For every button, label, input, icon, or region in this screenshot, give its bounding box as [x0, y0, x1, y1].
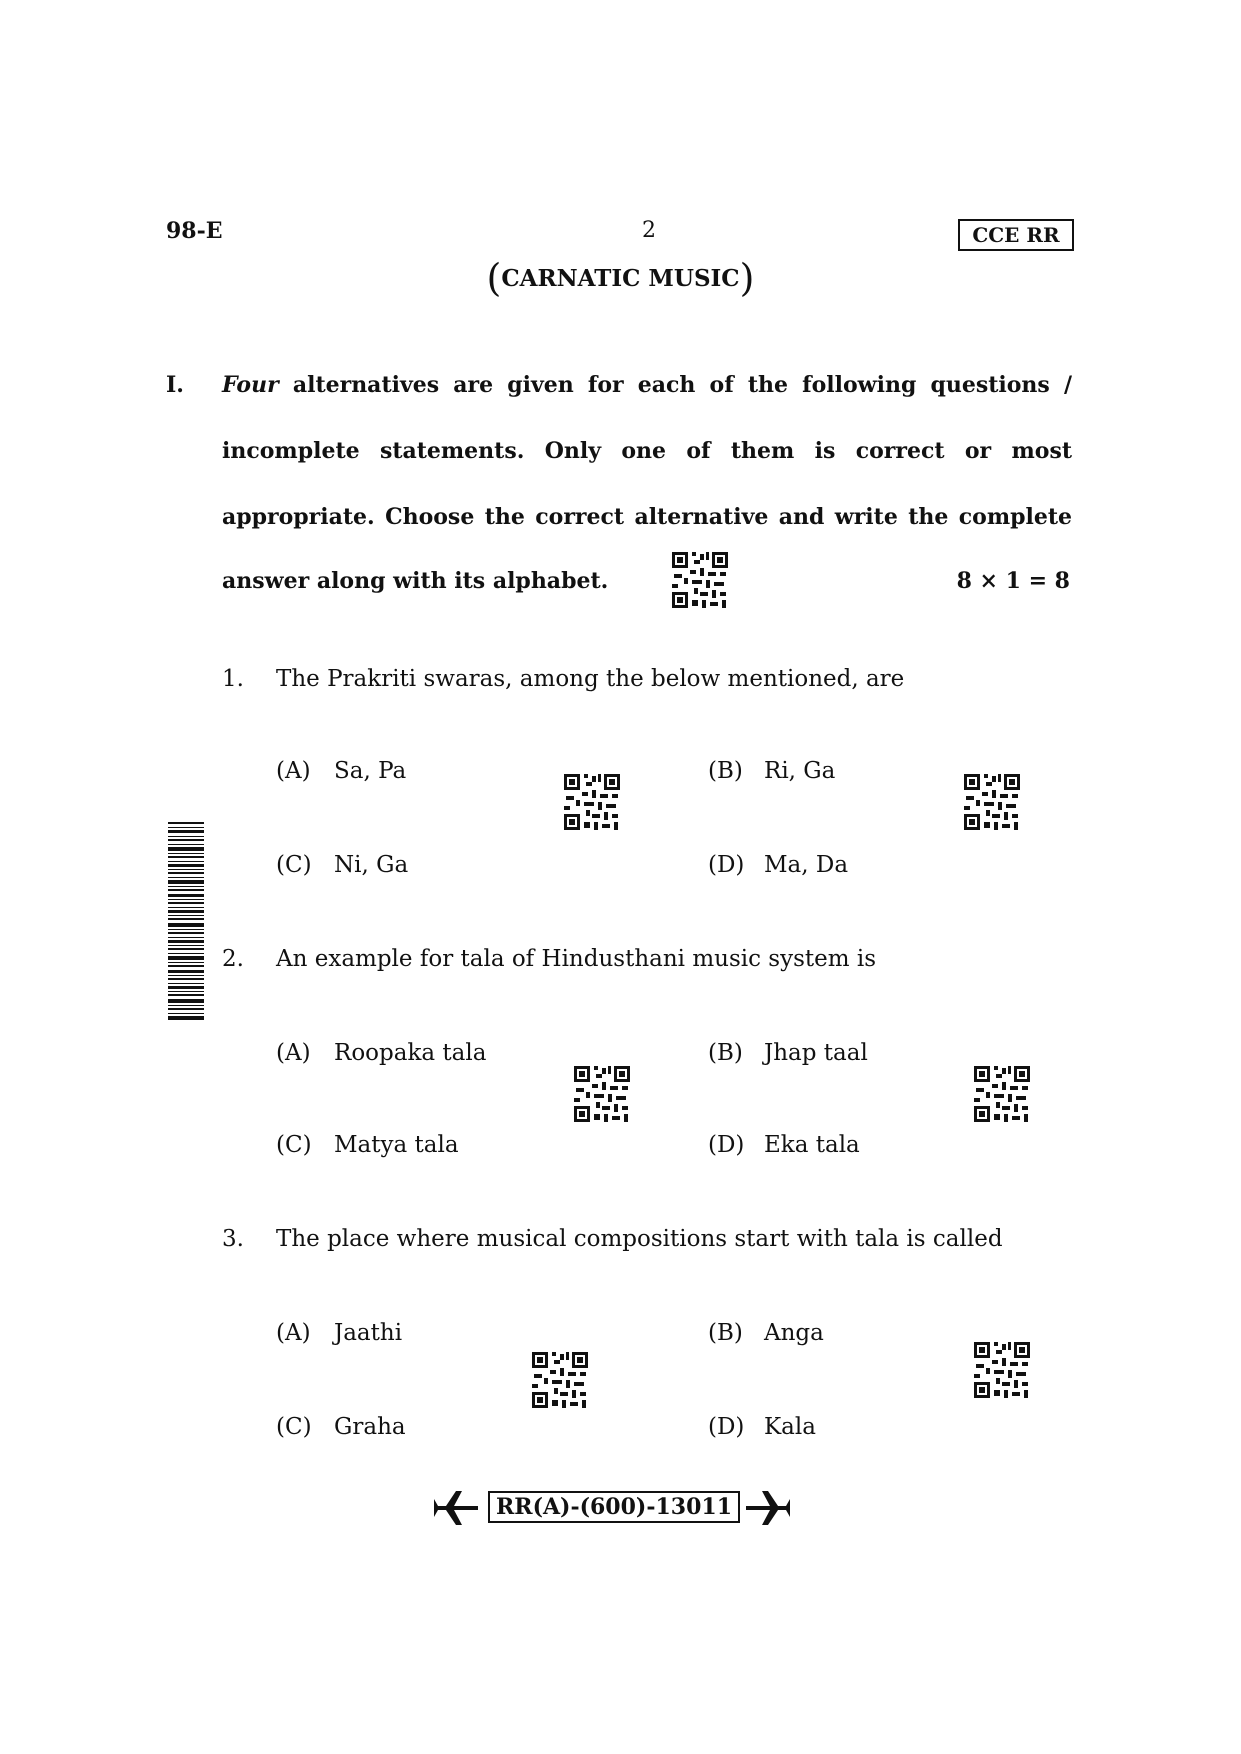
option-text: Ni, Ga — [334, 852, 409, 878]
instruction-line-1-text: alternatives are given for each of the following questions / — [292, 372, 1072, 398]
instruction-lead: Four — [222, 372, 279, 398]
qr-code-icon — [670, 550, 730, 610]
question-number: 2. — [222, 946, 244, 972]
airplane-icon — [746, 1489, 790, 1527]
option-label: (B) — [708, 1320, 743, 1346]
question-number: 1. — [222, 666, 244, 692]
qr-code-icon — [972, 1064, 1032, 1124]
option-text: Roopaka tala — [334, 1040, 487, 1066]
option-text: Sa, Pa — [334, 758, 407, 784]
footer-code: RR(A)-(600)-13011 — [488, 1491, 740, 1523]
question-number: 3. — [222, 1226, 244, 1252]
airplane-icon — [434, 1489, 478, 1527]
option-label: (A) — [276, 1040, 311, 1066]
paper-code: 98-E — [166, 218, 223, 244]
subject-title — [0, 256, 1241, 300]
instruction-line-3: appropriate. Choose the correct alternative and write the complete — [222, 504, 1072, 530]
option-label: (C) — [276, 1414, 312, 1440]
option-text: Matya tala — [334, 1132, 459, 1158]
option-label: (A) — [276, 1320, 311, 1346]
option-label: (D) — [708, 852, 745, 878]
instruction-line-1 — [222, 372, 1072, 398]
option-text: Graha — [334, 1414, 406, 1440]
option-text: Jhap taal — [764, 1040, 868, 1066]
option-label: (A) — [276, 758, 311, 784]
qr-code-icon — [572, 1064, 632, 1124]
question-text: The Prakriti swaras, among the below mentioned, are — [276, 666, 905, 692]
title-close-paren: ) — [739, 256, 755, 300]
question-text: An example for tala of Hindusthani music system is — [276, 946, 877, 972]
footer — [434, 1485, 790, 1529]
qr-code-icon — [972, 1340, 1032, 1400]
option-text: Kala — [764, 1414, 816, 1440]
page-number: 2 — [642, 218, 656, 243]
option-text: Ri, Ga — [764, 758, 836, 784]
option-text: Anga — [764, 1320, 824, 1346]
title-open-paren: ( — [486, 256, 502, 300]
barcode-icon — [168, 822, 204, 1020]
qr-code-icon — [962, 772, 1022, 832]
option-text: Jaathi — [334, 1320, 403, 1346]
marks-allocation: 8 × 1 = 8 — [956, 568, 1070, 594]
instruction-line-4: answer along with its alphabet. — [222, 568, 609, 594]
option-text: Eka tala — [764, 1132, 860, 1158]
question-text: The place where musical compositions start with tala is called — [276, 1226, 1003, 1252]
option-label: (D) — [708, 1414, 745, 1440]
qr-code-icon — [562, 772, 622, 832]
qr-code-icon — [530, 1350, 590, 1410]
option-text: Ma, Da — [764, 852, 849, 878]
title-text: CARNATIC MUSIC — [501, 265, 740, 292]
option-label: (C) — [276, 852, 312, 878]
option-label: (B) — [708, 1040, 743, 1066]
option-label: (B) — [708, 758, 743, 784]
instruction-line-2: incomplete statements. Only one of them is correct or most — [222, 438, 1072, 464]
option-label: (C) — [276, 1132, 312, 1158]
option-label: (D) — [708, 1132, 745, 1158]
section-number: I. — [166, 372, 184, 398]
cce-rr-badge: CCE RR — [958, 219, 1074, 251]
